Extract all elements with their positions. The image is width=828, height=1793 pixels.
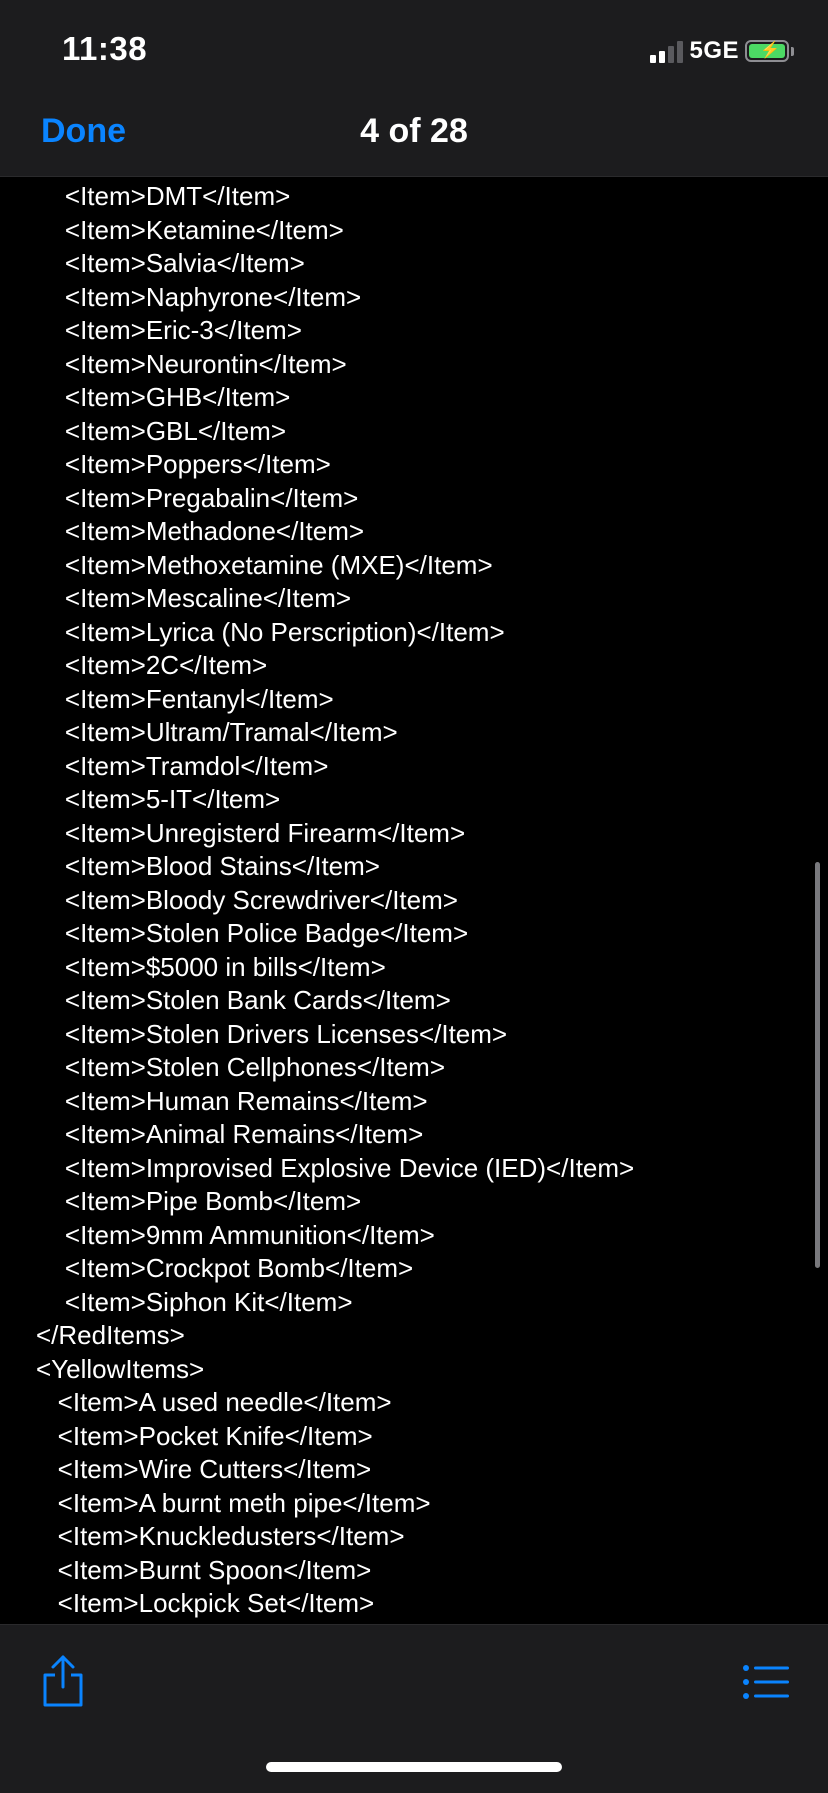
document-line: <Item>Crockpot Bomb</Item> <box>36 1253 414 1283</box>
document-line: <Item>Improvised Explosive Device (IED)</Item> <box>36 1152 635 1183</box>
document-line: <Item>9mm Ammunition</Item> <box>36 1219 435 1250</box>
document-line: <Item>Fentanyl</Item> <box>36 683 334 714</box>
document-line: <Item>Stolen Police Badge</Item> <box>36 918 469 948</box>
document-line: <Item>Naphyrone</Item> <box>36 281 362 312</box>
document-line: <Item>Burnt Spoon</Item> <box>36 1554 372 1585</box>
document-line: <Item>Tramdol</Item> <box>36 750 329 781</box>
document-line: <Item>Pregabalin</Item> <box>36 482 359 513</box>
share-icon[interactable] <box>40 1653 86 1709</box>
document-line: <Item>Ultram/Tramal</Item> <box>36 717 398 747</box>
document-line: <Item>A used needle</Item> <box>36 1387 392 1417</box>
document-line: <Item>GBL</Item> <box>36 415 287 446</box>
document-line: <Item>Eric-3</Item> <box>36 315 302 345</box>
document-line: <Item>Neurontin</Item> <box>36 348 347 379</box>
battery-icon: ⚡ <box>745 40 789 62</box>
document-line: <Item>Human Remains</Item> <box>36 1085 428 1116</box>
document-line: <Item>Salvia</Item> <box>36 248 305 278</box>
document-line: <Item>Lockpick Set</Item> <box>36 1588 375 1618</box>
document-line: <Item>$5000 in bills</Item> <box>36 951 386 982</box>
document-line: <Item>Pipe Bomb</Item> <box>36 1186 362 1216</box>
document-line: <Item>Methoxetamine (MXE)</Item> <box>36 549 493 580</box>
status-indicators <box>650 36 794 66</box>
document-line: <YellowItems> <box>36 1353 205 1384</box>
document-line: <Item>DMT</Item> <box>36 181 291 211</box>
document-line: <Item>Pocket Knife</Item> <box>36 1420 373 1451</box>
home-indicator[interactable] <box>266 1762 562 1772</box>
document-line: <Item>Siphon Kit</Item> <box>36 1286 353 1317</box>
document-line: <Item>Stolen Bank Cards</Item> <box>36 985 451 1015</box>
list-icon[interactable] <box>742 1663 790 1701</box>
document-line: <Item>Stolen Drivers Licenses</Item> <box>36 1018 508 1049</box>
battery-cap <box>791 47 794 56</box>
document-line: <Item>Knuckledusters</Item> <box>36 1521 405 1551</box>
document-line: <Item>Wire Cutters</Item> <box>36 1454 372 1484</box>
document-line: <Item>2C</Item> <box>36 650 268 680</box>
document-line: <Item>Animal Remains</Item> <box>36 1119 424 1149</box>
document-line: <Item>Lyrica (No Perscription)</Item> <box>36 616 505 647</box>
document-line: </RedItems> <box>36 1320 185 1350</box>
status-time: 11:38 <box>62 30 148 67</box>
document-viewer[interactable] <box>0 176 828 1624</box>
document-line: <Item>A burnt meth pipe</Item> <box>36 1487 431 1518</box>
header <box>0 0 828 177</box>
document-line: <Item>GHB</Item> <box>36 382 291 412</box>
document-line: <Item>Bloody Screwdriver</Item> <box>36 884 458 915</box>
document-line: <Item>Poppers</Item> <box>36 449 331 479</box>
cellular-signal-icon <box>650 39 683 63</box>
document-line: <Item>Blood Stains</Item> <box>36 851 380 881</box>
page-indicator: 4 of 28 <box>360 112 468 150</box>
document-line: <Item>Stolen Cellphones</Item> <box>36 1052 446 1082</box>
network-type: 5GE <box>689 37 739 64</box>
document-line: <Item>Mescaline</Item> <box>36 583 352 613</box>
document-line: <Item>Unregisterd Firearm</Item> <box>36 817 466 848</box>
vertical-scrollbar[interactable] <box>815 862 820 1268</box>
document-line: <Item>5-IT</Item> <box>36 784 281 814</box>
document-line: <Item>Ketamine</Item> <box>36 214 344 245</box>
done-button[interactable]: Done <box>41 112 126 150</box>
document-line: <Item>Methadone</Item> <box>36 516 365 546</box>
